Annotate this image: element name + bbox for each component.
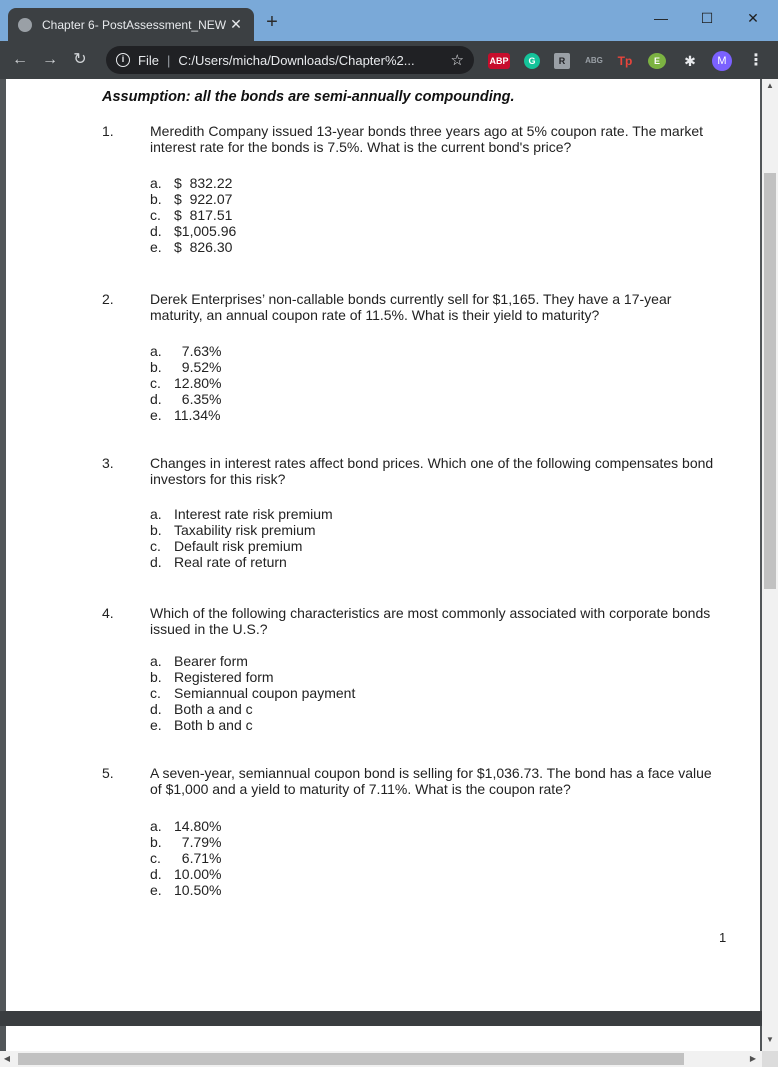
tab-close-icon[interactable]: ✕ <box>230 16 242 32</box>
choice-e: e. Both b and c <box>150 717 253 733</box>
choice-b: b. $ 922.07 <box>150 191 233 207</box>
choice-list <box>150 653 355 733</box>
choice-e: e. $ 826.30 <box>150 239 233 255</box>
question-text: Meredith Company issued 13-year bonds three years ago at 5% coupon rate. The market interest rate for the bonds is 7.5%. What is the current bond's price? <box>150 123 704 155</box>
choice-b: b. 9.52% <box>150 359 222 375</box>
choice-a: a. $ 832.22 <box>150 175 233 191</box>
choice-a: a. 14.80% <box>150 818 222 834</box>
choice-d: d. 6.35% <box>150 391 222 407</box>
menu-kebab-icon[interactable]: ⋮ <box>748 52 764 69</box>
question-number: 3. <box>102 455 114 471</box>
assumption-heading: Assumption: all the bonds are semi-annually compounding. <box>102 89 515 105</box>
choice-c: c. Semiannual coupon payment <box>150 685 356 701</box>
reload-button[interactable]: ↻ <box>73 51 87 68</box>
choice-e: e. 10.50% <box>150 882 222 898</box>
forward-button[interactable]: → <box>42 51 58 68</box>
question-text: Derek Enterprises’ non-callable bonds currently sell for $1,165. They have a 17-year maturity, an annual coupon rate of 11.5%. What is their yield to maturity? <box>150 291 672 323</box>
choice-e: e. 11.34% <box>150 407 221 423</box>
choice-list <box>150 506 333 570</box>
scrollbar-corner <box>762 1051 778 1067</box>
extension-e-icon[interactable]: E <box>648 53 666 69</box>
minimize-button[interactable]: — <box>654 10 668 26</box>
choice-b: b. Registered form <box>150 669 274 685</box>
scroll-right-arrow-icon[interactable]: ▶ <box>749 1054 757 1063</box>
choice-list <box>150 343 221 423</box>
choice-d: d. $1,005.96 <box>150 223 237 239</box>
choice-a: a. 7.63% <box>150 343 222 359</box>
choice-d: d. Real rate of return <box>150 554 287 570</box>
choice-c: c. $ 817.51 <box>150 207 233 223</box>
choice-c: c. 6.71% <box>150 850 222 866</box>
bookmark-star-icon[interactable]: ☆ <box>450 52 464 69</box>
extensions-puzzle-icon[interactable]: ✱ <box>684 53 696 69</box>
choice-list <box>150 818 221 898</box>
title-bar <box>0 0 778 41</box>
question-text: A seven-year, semiannual coupon bond is selling for $1,036.73. The bond has a face value of $1,000 and a yield to maturity of 7.11%. What is the coupon rate? <box>150 765 712 797</box>
choice-d: d. 10.00% <box>150 866 222 882</box>
info-icon[interactable]: i <box>116 53 130 67</box>
choice-list <box>150 175 236 255</box>
back-button[interactable]: ← <box>12 51 28 68</box>
globe-icon <box>18 18 32 32</box>
question-text: Which of the following characteristics are most commonly associated with corporate bonds issued in the U.S.? <box>150 605 711 637</box>
page-gap <box>0 1011 762 1026</box>
browser-tab[interactable] <box>8 8 254 41</box>
address-bar[interactable] <box>106 46 474 74</box>
maximize-button[interactable]: ☐ <box>700 10 714 26</box>
choice-a: a. Interest rate risk premium <box>150 506 333 522</box>
adblock-extension-icon[interactable]: ABP <box>488 53 510 69</box>
vertical-scrollbar[interactable] <box>762 79 778 1051</box>
question-text: Changes in interest rates affect bond prices. Which one of the following compensates bond investors for this risk? <box>150 455 714 487</box>
url-text[interactable]: C:/Users/micha/Downloads/Chapter%2... <box>178 52 415 68</box>
extension-abg-icon[interactable]: ABG <box>585 56 603 65</box>
grammarly-extension-icon[interactable]: G <box>524 53 540 69</box>
choice-d: d. Both a and c <box>150 701 253 717</box>
question-number: 1. <box>102 123 114 139</box>
horizontal-scrollbar[interactable] <box>0 1051 762 1067</box>
choice-a: a. Bearer form <box>150 653 248 669</box>
browser-toolbar <box>0 41 778 79</box>
page-number: 1 <box>719 930 727 945</box>
horizontal-scroll-thumb[interactable] <box>18 1053 684 1065</box>
question-number: 2. <box>102 291 114 307</box>
profile-avatar[interactable]: M <box>712 51 732 71</box>
omnibox-separator: | <box>166 52 171 68</box>
scroll-down-arrow-icon[interactable]: ▼ <box>766 1035 774 1044</box>
document-page <box>6 79 760 1011</box>
choice-b: b. Taxability risk premium <box>150 522 316 538</box>
choice-b: b. 7.79% <box>150 834 222 850</box>
tab-title: Chapter 6- PostAssessment_NEW <box>42 17 227 32</box>
choice-c: c. Default risk premium <box>150 538 303 554</box>
extension-tp-icon[interactable]: Tp <box>617 54 633 68</box>
close-window-button[interactable]: ✕ <box>747 10 759 26</box>
question-number: 5. <box>102 765 114 781</box>
file-label: File <box>138 52 159 68</box>
choice-c: c. 12.80% <box>150 375 222 391</box>
scroll-up-arrow-icon[interactable]: ▲ <box>766 81 774 90</box>
vertical-scroll-thumb[interactable] <box>764 173 776 589</box>
question-number: 4. <box>102 605 114 621</box>
scroll-left-arrow-icon[interactable]: ◀ <box>3 1054 11 1063</box>
next-page <box>6 1026 760 1051</box>
extension-r-icon[interactable]: R <box>554 53 570 69</box>
new-tab-button[interactable]: + <box>266 11 278 33</box>
pdf-viewport[interactable] <box>0 79 762 1051</box>
